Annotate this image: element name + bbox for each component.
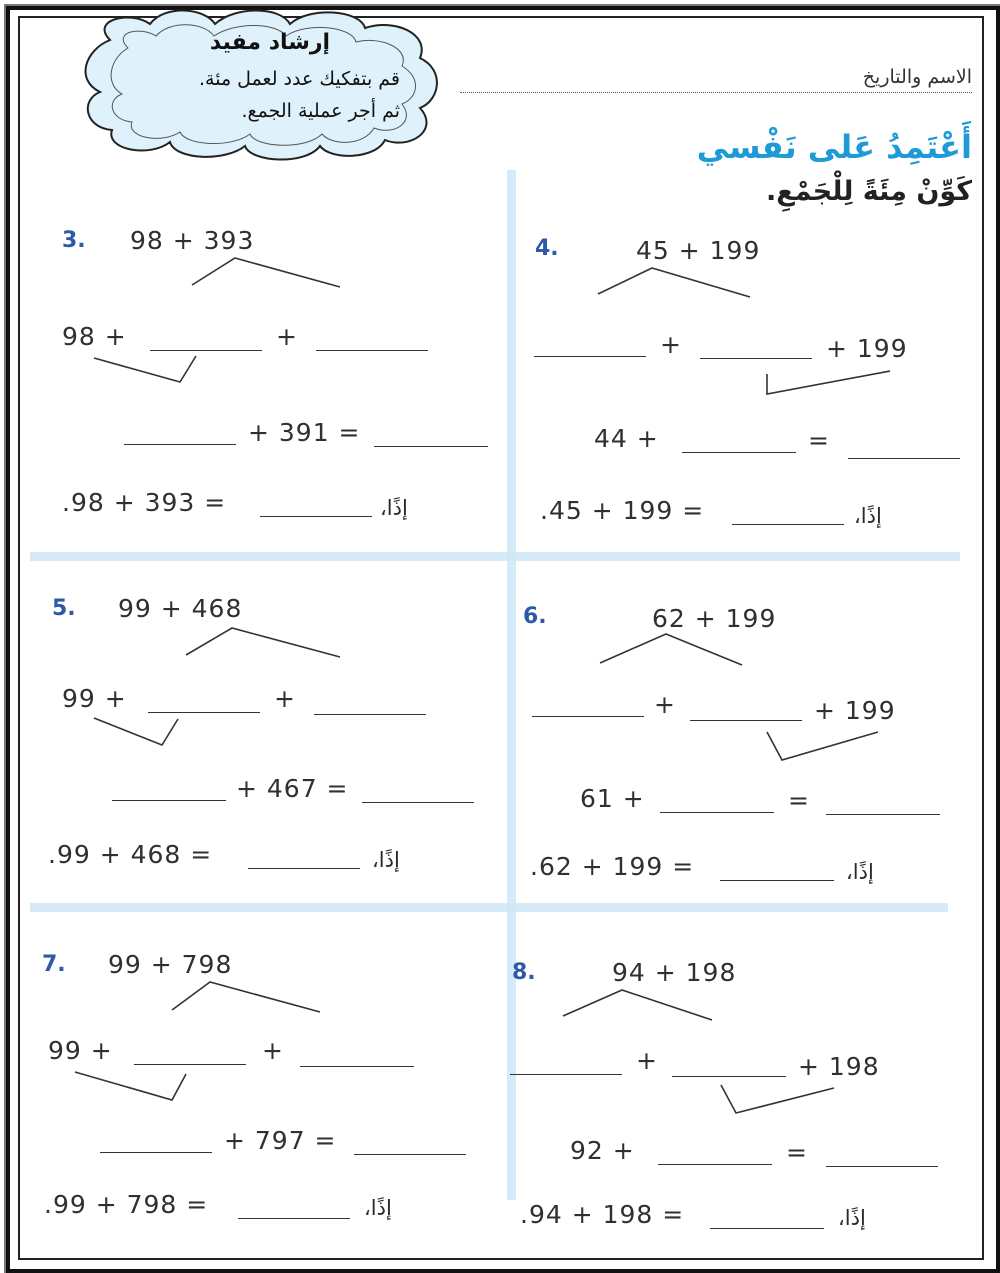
problem-4-blank-2[interactable]	[700, 358, 812, 359]
problem-5-row3-mid: + 467 =	[236, 774, 349, 803]
problem-6-row2-plus: +	[654, 690, 676, 719]
problem-6-blank-1[interactable]	[532, 716, 644, 717]
problem-7-blank-4[interactable]	[354, 1154, 466, 1155]
branch-top-3	[192, 258, 340, 287]
problem-7-therefore: إذًا،	[364, 1196, 392, 1220]
problem-8-row3-eq: =	[786, 1138, 808, 1167]
problem-4-label: 4.	[535, 236, 559, 261]
problem-8-label: 8.	[512, 960, 536, 985]
branch-bottom-4	[767, 371, 890, 394]
problem-8-therefore: إذًا،	[838, 1206, 866, 1230]
hint-line-1: قم بتفكيك عدد لعمل مئة.	[199, 68, 400, 90]
problem-6-expression: 62 + 199	[652, 604, 777, 633]
problem-5-blank-1[interactable]	[148, 712, 260, 713]
problem-3-blank-1[interactable]	[150, 350, 262, 351]
problem-5-therefore: إذًا،	[372, 848, 400, 872]
branch-top-8	[563, 990, 712, 1020]
problem-6-blank-4[interactable]	[826, 814, 940, 815]
problem-3-blank-3[interactable]	[124, 444, 236, 445]
branch-bottom-8	[721, 1085, 834, 1113]
problem-3-label: 3.	[62, 228, 86, 253]
problem-7-answer-blank[interactable]	[238, 1218, 350, 1219]
problem-7-label: 7.	[42, 952, 66, 977]
problem-6-blank-2[interactable]	[690, 720, 802, 721]
problem-8-blank-1[interactable]	[510, 1074, 622, 1075]
problem-4-blank-1[interactable]	[534, 356, 646, 357]
problem-8-blank-3[interactable]	[658, 1164, 772, 1165]
branch-top-4	[598, 268, 750, 297]
problem-8-final-expression: .94 + 198 =	[520, 1200, 685, 1229]
problem-3-row2-left: 98 +	[62, 322, 127, 351]
problem-7-final-expression: .99 + 798 =	[44, 1190, 209, 1219]
problem-7-blank-1[interactable]	[134, 1064, 246, 1065]
problem-4-answer-blank[interactable]	[732, 524, 844, 525]
problem-8-blank-2[interactable]	[672, 1076, 786, 1077]
branch-bottom-5	[94, 718, 178, 745]
problem-4-expression: 45 + 199	[636, 236, 761, 265]
problem-8-answer-blank[interactable]	[710, 1228, 824, 1229]
problem-5-answer-blank[interactable]	[248, 868, 360, 869]
page-subtitle: كَوِّنْ مِئَةً لِلْجَمْعِ.	[765, 176, 972, 207]
problem-5-label: 5.	[52, 596, 76, 621]
problem-5-row2-plus: +	[274, 684, 296, 713]
page-title: أَعْتَمِدُ عَلى نَفْسي	[696, 128, 972, 166]
problem-3-final-expression: .98 + 393 =	[62, 488, 227, 517]
branch-top-7	[172, 982, 320, 1012]
hint-title: إرشاد مفيد	[209, 30, 331, 55]
branch-bottom-7	[75, 1072, 186, 1100]
problem-8-expression: 94 + 198	[612, 958, 737, 987]
problem-5-blank-4[interactable]	[362, 802, 474, 803]
problem-3-blank-4[interactable]	[374, 446, 488, 447]
problem-6-row3-left: 61 +	[580, 784, 645, 813]
problem-8-row3-left: 92 +	[570, 1136, 635, 1165]
branch-top-5	[186, 628, 340, 657]
problem-5-blank-2[interactable]	[314, 714, 426, 715]
problem-3-expression: 98 + 393	[130, 226, 255, 255]
problem-5-final-expression: .99 + 468 =	[48, 840, 213, 869]
problem-3-blank-2[interactable]	[316, 350, 428, 351]
problem-3-answer-blank[interactable]	[260, 516, 372, 517]
name-date-label: الاسم والتاريخ	[862, 66, 972, 88]
problem-6-answer-blank[interactable]	[720, 880, 834, 881]
problem-7-row3-mid: + 797 =	[224, 1126, 337, 1155]
problem-7-row2-plus: +	[262, 1036, 284, 1065]
branch-top-6	[600, 634, 742, 665]
problem-6-row3-eq: =	[788, 786, 810, 815]
problem-5-expression: 99 + 468	[118, 594, 243, 623]
problem-8-row2-plus: +	[636, 1046, 658, 1075]
problem-7-row2-left: 99 +	[48, 1036, 113, 1065]
problem-4-row2-right: + 199	[826, 334, 908, 363]
hint-line-2: ثم أجر عملية الجمع.	[241, 100, 400, 122]
problem-7-blank-3[interactable]	[100, 1152, 212, 1153]
problem-4-therefore: إذًا،	[854, 504, 882, 528]
problem-5-row2-left: 99 +	[62, 684, 127, 713]
branch-bottom-3	[94, 356, 196, 382]
problem-6-label: 6.	[523, 604, 547, 629]
branch-bottom-6	[767, 732, 878, 760]
problem-7-expression: 99 + 798	[108, 950, 233, 979]
problem-6-final-expression: .62 + 199 =	[530, 852, 695, 881]
problem-4-blank-4[interactable]	[848, 458, 960, 459]
problem-4-final-expression: .45 + 199 =	[540, 496, 705, 525]
problem-3-row2-plus: +	[276, 322, 298, 351]
problem-3-therefore: إذًا،	[380, 496, 408, 520]
problem-6-therefore: إذًا،	[846, 860, 874, 884]
problem-5-blank-3[interactable]	[112, 800, 226, 801]
problem-4-row3-eq: =	[808, 426, 830, 455]
problem-3-row3-mid: + 391 =	[248, 418, 361, 447]
problem-6-blank-3[interactable]	[660, 812, 774, 813]
problem-4-row2-plus: +	[660, 330, 682, 359]
problem-4-blank-3[interactable]	[682, 452, 796, 453]
problem-8-blank-4[interactable]	[826, 1166, 938, 1167]
problem-8-row2-right: + 198	[798, 1052, 880, 1081]
problem-4-row3-left: 44 +	[594, 424, 659, 453]
problem-6-row2-right: + 199	[814, 696, 896, 725]
problem-7-blank-2[interactable]	[300, 1066, 414, 1067]
